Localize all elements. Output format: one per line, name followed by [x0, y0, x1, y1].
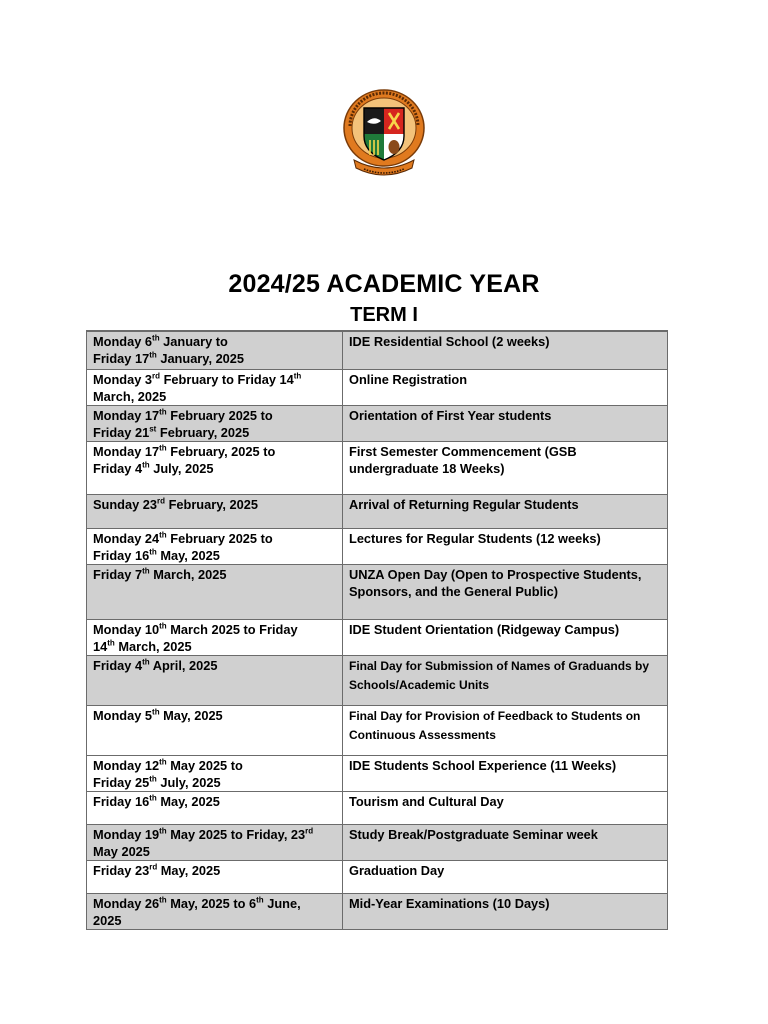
row-date-cell: Friday 7th March, 2025	[87, 564, 343, 619]
row-event-cell: Arrival of Returning Regular Students	[343, 494, 668, 528]
row-event-cell: UNZA Open Day (Open to Prospective Students, Sponsors, and the General Public)	[343, 564, 668, 619]
row-date-cell: Monday 3rd February to Friday 14th March, 2025	[87, 369, 343, 405]
table-row	[87, 619, 668, 655]
table-row	[87, 494, 668, 528]
row-date-cell: Monday 17th February, 2025 to Friday 4th July, 2025	[87, 441, 343, 494]
row-date-cell: Sunday 23rd February, 2025	[87, 494, 343, 528]
table-row	[87, 369, 668, 405]
row-event-cell: Lectures for Regular Students (12 weeks)	[343, 528, 668, 564]
row-event-cell: Final Day for Provision of Feedback to Students on Continuous Assessments	[343, 705, 668, 755]
row-date-cell: Monday 5th May, 2025	[87, 705, 343, 755]
row-event-cell: Tourism and Cultural Day	[343, 791, 668, 824]
row-date-cell: Monday 17th February 2025 to Friday 21st February, 2025	[87, 405, 343, 441]
term-heading: TERM I	[350, 304, 418, 326]
calendar-body	[87, 331, 668, 929]
table-row	[87, 791, 668, 824]
row-date-cell: Monday 24th February 2025 to Friday 16th May, 2025	[87, 528, 343, 564]
row-event-cell: First Semester Commencement (GSB undergraduate 18 Weeks)	[343, 441, 668, 494]
row-event-cell: Final Day for Submission of Names of Graduands by Schools/Academic Units	[343, 655, 668, 705]
row-event-cell: IDE Residential School (2 weeks)	[343, 331, 668, 369]
table-row	[87, 528, 668, 564]
row-date-cell: Monday 12th May 2025 to Friday 25th July, 2025	[87, 755, 343, 791]
row-event-cell: Mid-Year Examinations (10 Days)	[343, 893, 668, 929]
row-date-cell: Friday 16th May, 2025	[87, 791, 343, 824]
row-event-cell: Graduation Day	[343, 860, 668, 893]
table-row	[87, 755, 668, 791]
row-event-cell: IDE Student Orientation (Ridgeway Campus)	[343, 619, 668, 655]
table-row	[87, 860, 668, 893]
academic-calendar-table	[86, 330, 668, 930]
table-row	[87, 405, 668, 441]
row-date-cell: Friday 23rd May, 2025	[87, 860, 343, 893]
row-event-cell: Orientation of First Year students	[343, 405, 668, 441]
row-event-cell: Online Registration	[343, 369, 668, 405]
university-crest-logo	[340, 86, 428, 178]
row-date-cell: Monday 26th May, 2025 to 6th June, 2025	[87, 893, 343, 929]
table-row	[87, 655, 668, 705]
row-date-cell: Friday 4th April, 2025	[87, 655, 343, 705]
row-date-cell: Monday 6th January to Friday 17th January, 2025	[87, 331, 343, 369]
table-row	[87, 564, 668, 619]
row-event-cell: IDE Students School Experience (11 Weeks)	[343, 755, 668, 791]
table-row	[87, 893, 668, 929]
table-row	[87, 331, 668, 369]
row-date-cell: Monday 19th May 2025 to Friday, 23rd May 2025	[87, 824, 343, 860]
table-row	[87, 441, 668, 494]
table-row	[87, 824, 668, 860]
row-date-cell: Monday 10th March 2025 to Friday 14th March, 2025	[87, 619, 343, 655]
row-event-cell: Study Break/Postgraduate Seminar week	[343, 824, 668, 860]
table-row	[87, 705, 668, 755]
page-title: 2024/25 ACADEMIC YEAR	[228, 270, 540, 298]
